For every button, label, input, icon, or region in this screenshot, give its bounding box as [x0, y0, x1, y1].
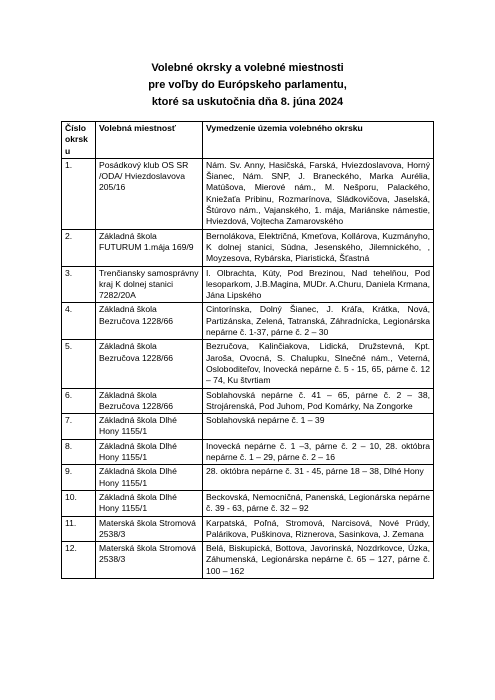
district-area-cell: I. Olbrachta, Kúty, Pod Brezinou, Nad tehelňou, Pod lesoparkom, J.B.Magina, MUDr. A.Churu, Daniela Krmana, Jána Lipského	[203, 266, 434, 303]
voting-room-cell: Základná škola Bezručova 1228/66	[96, 340, 203, 388]
voting-room-cell: Materská škola Stromová 2538/3	[96, 516, 203, 542]
district-number-cell: 9.	[62, 465, 96, 491]
voting-room-cell: Základná škola Dlhé Hony 1155/1	[96, 465, 203, 491]
table-row	[62, 414, 434, 440]
title-line-3: ktoré sa uskutočnia dňa 8. júna 2024	[151, 96, 344, 108]
voting-room-cell: Materská škola Stromová 2538/3	[96, 542, 203, 579]
voting-room-cell: Základná škola Bezručova 1228/66	[96, 303, 203, 340]
table-row	[62, 516, 434, 542]
district-area-cell: Inovecká nepárne č. 1 –3, párne č. 2 – 10, 28. októbra nepárne č. 1 – 29, párne č. 2 – 16	[203, 439, 434, 465]
title-line-2: pre voľby do Európskeho parlamentu,	[148, 79, 347, 91]
district-number-cell: 1.	[62, 158, 96, 229]
voting-room-cell: Základná škola Dlhé Hony 1155/1	[96, 414, 203, 440]
table-row	[62, 158, 434, 229]
district-area-cell: Bernolákova, Električná, Kmeťova, Kollárova, Kuzmányho, K dolnej stanici, Súdna, Jesenského, Jilemnického, , Moyzesova, Rybárska, Piaristická, Šťastná	[203, 229, 434, 266]
voting-room-cell: Základná škola Dlhé Hony 1155/1	[96, 439, 203, 465]
table-row	[62, 439, 434, 465]
voting-room-cell: Základná škola Bezručova 1228/66	[96, 388, 203, 414]
district-area-cell: Cintorínska, Dolný Šianec, J. Kráľa, Krátka, Nová, Partizánska, Zelená, Tatranská, Záhradnícka, Legionárska nepárne č. 1-37, párne č. 2 – 30	[203, 303, 434, 340]
title-line-1: Volebné okrsky a volebné miestnosti	[151, 62, 344, 74]
district-number-cell: 7.	[62, 414, 96, 440]
district-area-cell: Belá, Biskupická, Bottova, Javorinská, Nozdrkovce, Úzka, Záhumenská, Legionárska nepárne č. 65 – 127, párne č. 100 – 162	[203, 542, 434, 579]
voting-room-cell: Základná škola FUTURUM 1.mája 169/9	[96, 229, 203, 266]
district-number-cell: 8.	[62, 439, 96, 465]
table-row	[62, 340, 434, 388]
district-number-cell: 12.	[62, 542, 96, 579]
district-area-cell: Nám. Sv. Anny, Hasičská, Farská, Hviezdoslavova, Horný Šianec, Nám. SNP, J. Braneckého, Marka Aurélia, Matúšova, Mierové nám., M. Nešporu, Palackého, Kniežaťa Pribinu, Rozmarínova, Sládkovičova, Jaselská, Štúrovo nám., Vajanského, 1. mája, Mariánske námestie, Hviezdová, Vojtecha Zamarovského	[203, 158, 434, 229]
table-row	[62, 229, 434, 266]
district-number-cell: 3.	[62, 266, 96, 303]
table-row	[62, 465, 434, 491]
voting-room-cell: Základná škola Dlhé Hony 1155/1	[96, 490, 203, 516]
district-number-cell: 11.	[62, 516, 96, 542]
districts-table	[61, 121, 434, 579]
district-area-cell: Beckovská, Nemocničná, Panenská, Legionárska nepárne č. 39 - 63, párne č. 32 – 92	[203, 490, 434, 516]
table-row	[62, 303, 434, 340]
district-number-cell: 5.	[62, 340, 96, 388]
header-number: Číslo okrsku	[62, 122, 96, 159]
district-area-cell: 28. októbra nepárne č. 31 - 45, párne 18 – 38, Dlhé Hony	[203, 465, 434, 491]
district-number-cell: 6.	[62, 388, 96, 414]
district-number-cell: 2.	[62, 229, 96, 266]
table-row	[62, 542, 434, 579]
voting-room-cell: Trenčiansky samosprávny kraj K dolnej stanici 7282/20A	[96, 266, 203, 303]
table-body	[62, 158, 434, 578]
district-number-cell: 4.	[62, 303, 96, 340]
table-header-row	[62, 122, 434, 159]
district-area-cell: Bezručova, Kalinčiakova, Lidická, Družstevná, Kpt. Jaroša, Ovocná, S. Chalupku, Slnečné nám., Veterná, Osloboditeľov, Inovecká nepárne č. 5 - 15, 65, párne č. 12 – 74, Ku štvrtiam	[203, 340, 434, 388]
table-row	[62, 388, 434, 414]
district-number-cell: 10.	[62, 490, 96, 516]
voting-room-cell: Posádkový klub OS SR /ODA/ Hviezdoslavova 205/16	[96, 158, 203, 229]
district-area-cell: Soblahovská nepárne č. 1 – 39	[203, 414, 434, 440]
header-room: Volebná miestnosť	[96, 122, 203, 159]
document-title	[98, 60, 398, 111]
district-area-cell: Soblahovská nepárne č. 41 – 65, párne č. 2 – 38, Strojárenská, Pod Juhom, Pod Komárky, Na Zongorke	[203, 388, 434, 414]
table-row	[62, 490, 434, 516]
table-row	[62, 266, 434, 303]
district-area-cell: Karpatská, Poľná, Stromová, Narcisová, Nové Prúdy, Palárikova, Puškinova, Riznerova, Sasinkova, J. Zemana	[203, 516, 434, 542]
header-area: Vymedzenie územia volebného okrsku	[203, 122, 434, 159]
